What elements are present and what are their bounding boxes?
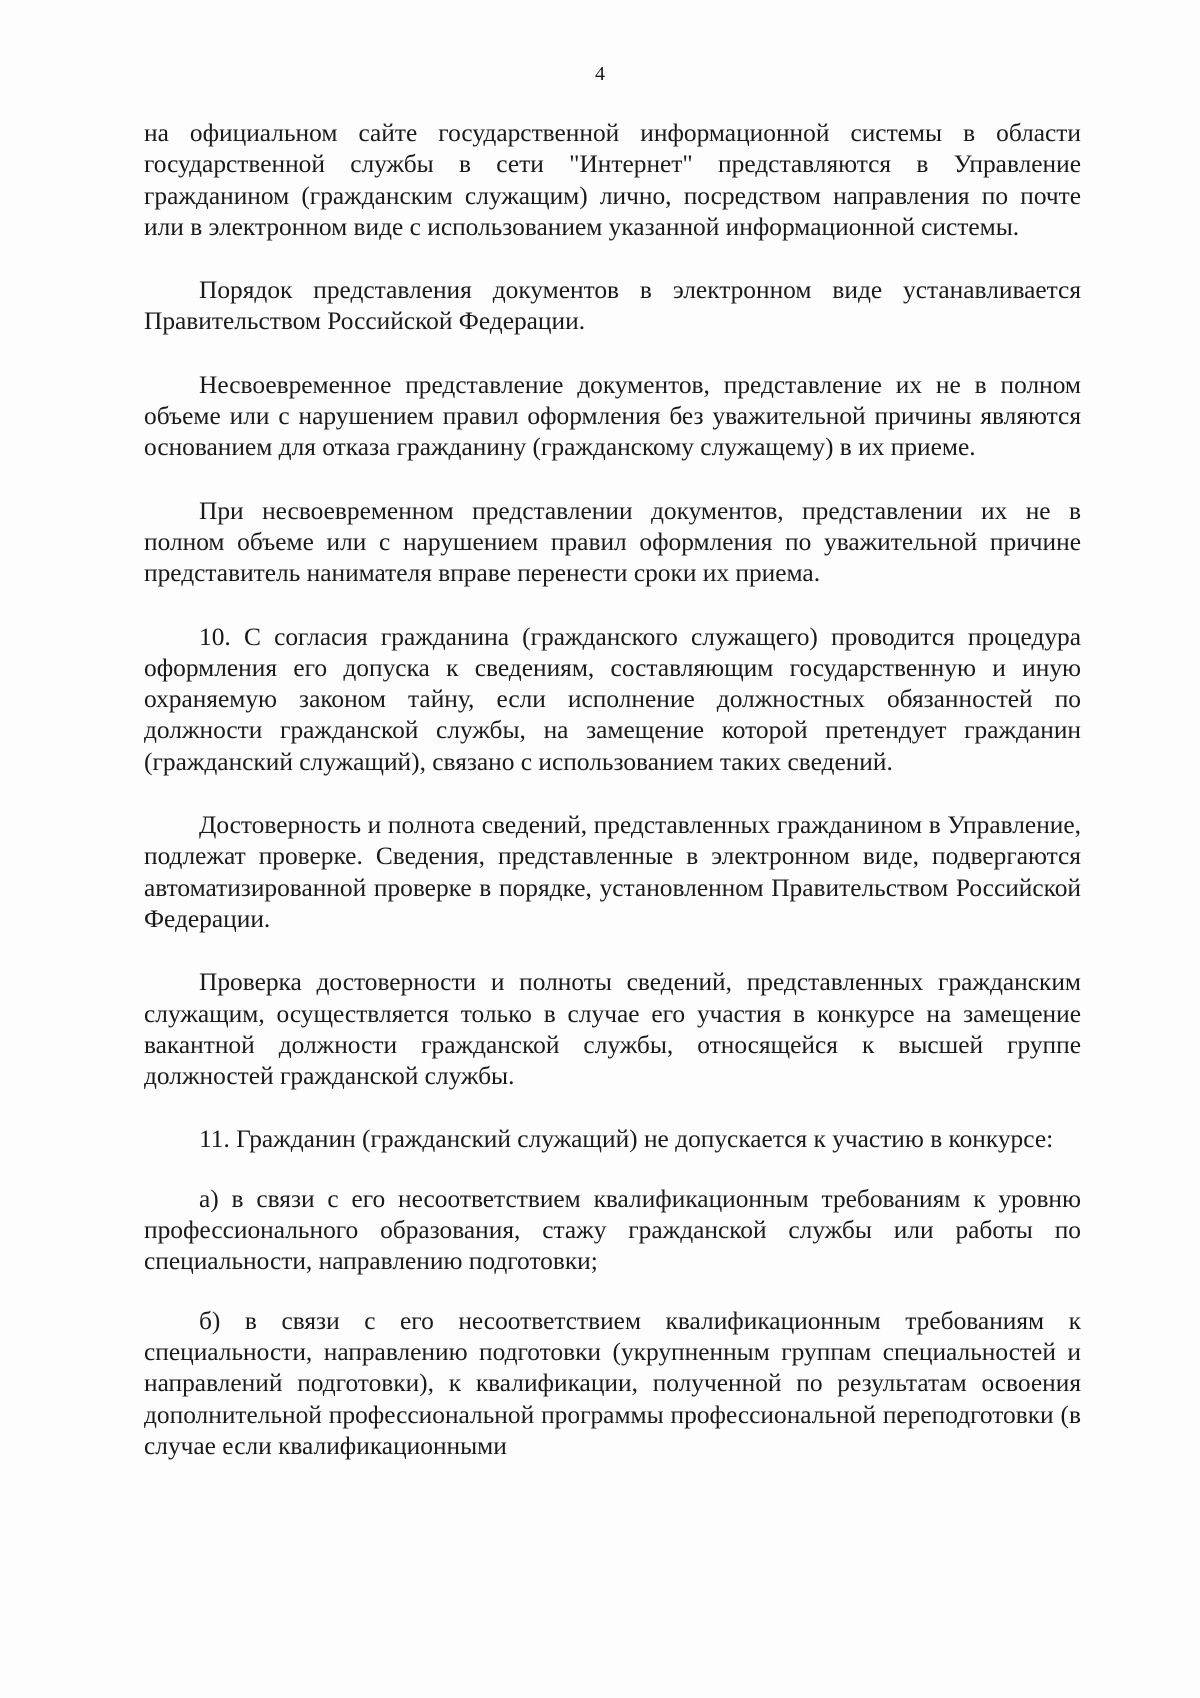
paragraph-clause-11-a: а) в связи с его несоответствием квалификационным требованиям к уровню профессионального образования, стажу гражданской службы или работы по специальности, направлению подготовки;	[144, 1184, 1081, 1276]
paragraph-continuation: на официальном сайте государственной информационной системы в области государственной службы в сети "Интернет" представляются в Управление гражданином (гражданским служащим) лично, посредством направления по почте или в электронном виде с использованием указанной информационной системы.	[144, 119, 1081, 241]
page-number: 4	[595, 63, 605, 85]
paragraph-clause-11-b: б) в связи с его несоответствием квалификационным требованиям к специальности, направлению подготовки (укрупненным группам специальностей и направлений подготовки), к квалификации, полученной по результатам освоения дополнительной профессиональной программы профессиональной переподготовки (в случае если квалификационными	[144, 1306, 1081, 1460]
paragraph-clause-10: 10. С согласия гражданина (гражданского служащего) проводится процедура оформления его допуска к сведениям, составляющим государственную и иную охраняемую законом тайну, если исполнение должностных обязанностей по должности гражданской службы, на замещение которой претендует гражданин (гражданский служащий), связано с использованием таких сведений.	[144, 622, 1081, 776]
paragraph-electronic-procedure: Порядок представления документов в электронном виде устанавливается Правительством Российской Федерации.	[144, 276, 1081, 336]
paragraph-verification-scope: Проверка достоверности и полноты сведений, представленных гражданским служащим, осуществляется только в случае его участия в конкурсе на замещение вакантной должности гражданской службы, относящейся к высшей группе должностей гражданской службы.	[144, 968, 1081, 1091]
paragraph-verification: Достоверность и полнота сведений, представленных гражданином в Управление, подлежат проверке. Сведения, представленные в электронном виде, подвергаются автоматизированной проверке в порядке, установленном Правительством Российской Федерации.	[144, 811, 1081, 933]
document-body	[144, 118, 1081, 1494]
paragraph-untimely-valid-reason: При несвоевременном представлении документов, представлении их не в полном объеме или с нарушением правил оформления по уважительной причине представитель нанимателя вправе перенести сроки их приема.	[144, 496, 1081, 588]
paragraph-untimely-refusal: Несвоевременное представление документов, представление их не в полном объеме или с нарушением правил оформления без уважительной причины являются основанием для отказа гражданину (гражданскому служащему) в их приеме.	[144, 370, 1081, 462]
paragraph-clause-11: 11. Гражданин (гражданский служащий) не допускается к участию в конкурсе:	[199, 1125, 1054, 1154]
